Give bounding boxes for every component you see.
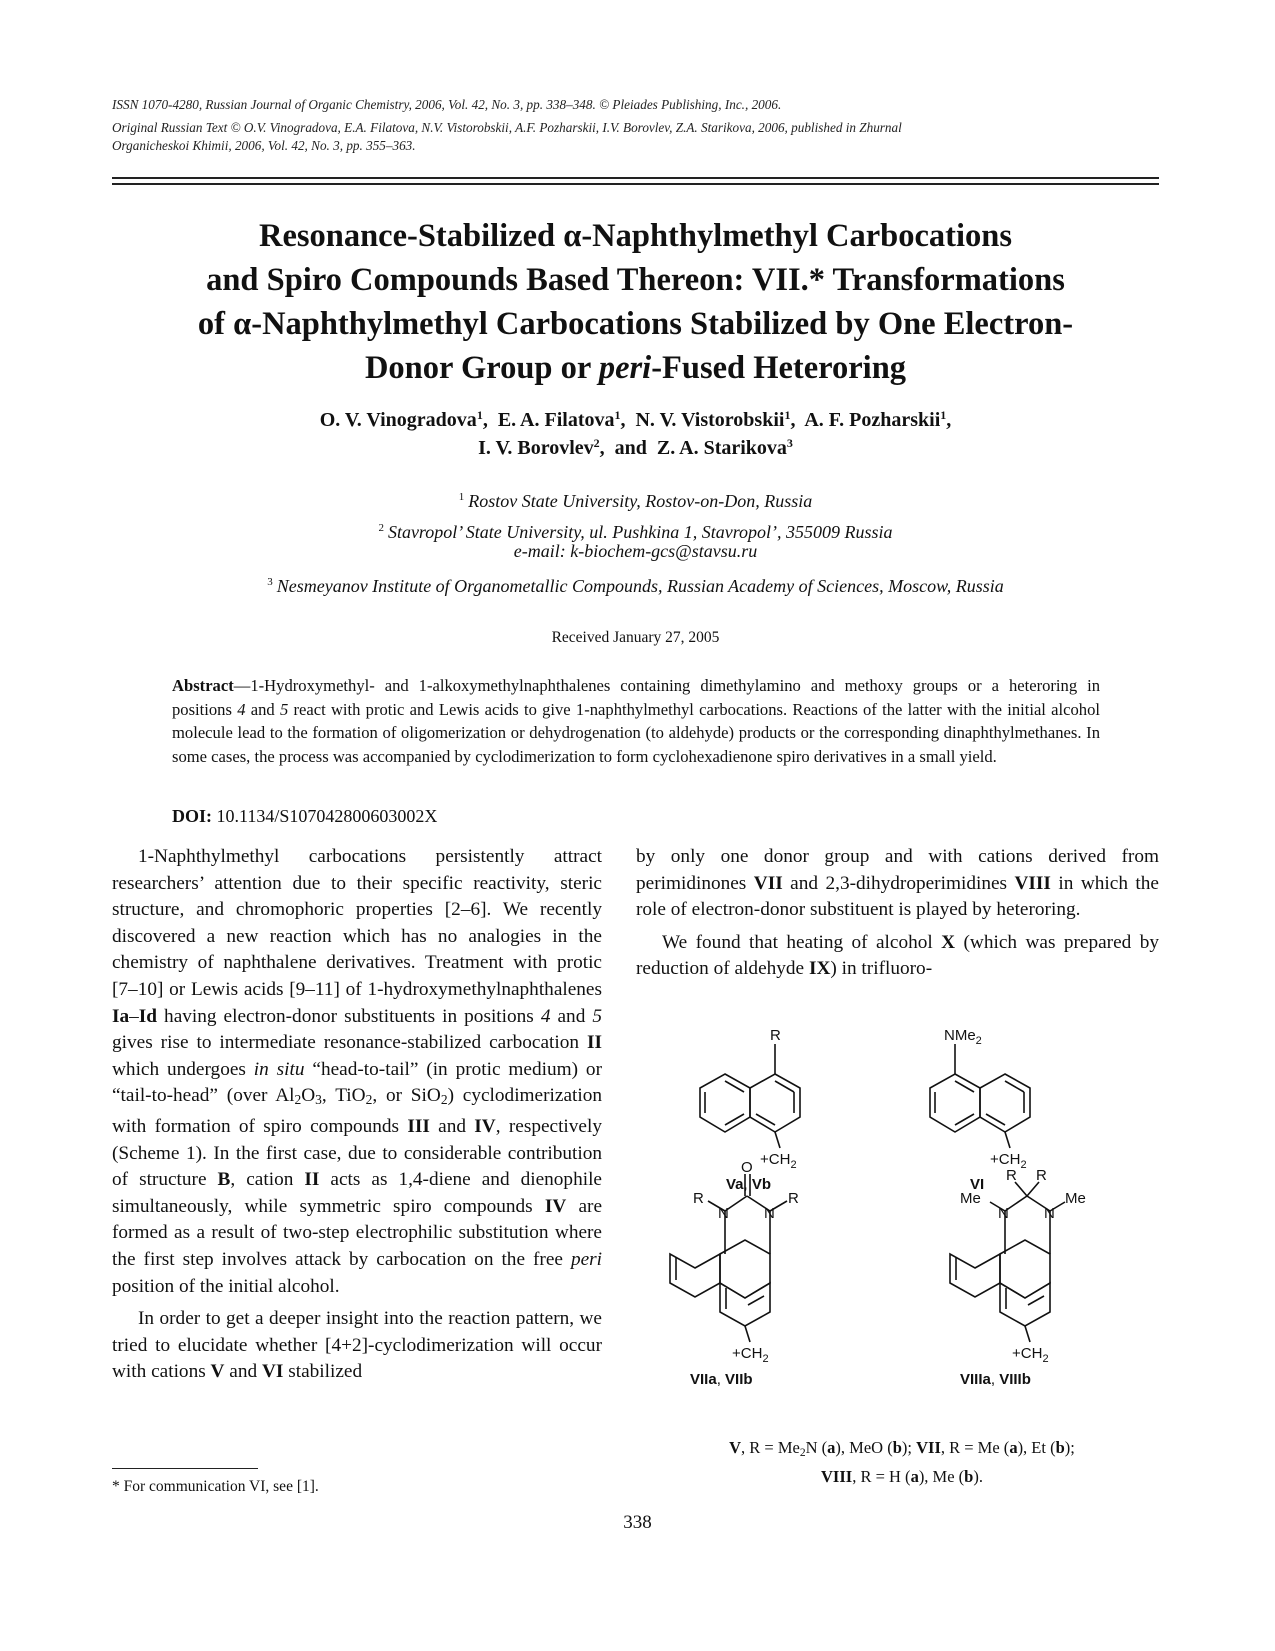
caption-segment: ), MeO ( [835, 1438, 893, 1457]
affiliation-2: $^2$ Stavropol’ State University, ul. Pushkina 1, Stavropol’, 355009 Russia [378, 522, 893, 542]
page-number: 338 [623, 1512, 652, 1533]
received-date: Received January 27, 2005 [551, 629, 720, 646]
title-line-1: Resonance-Stabilized α-Naphthylmethyl Carbocations [258, 218, 1012, 254]
structure-vii-r1: R [693, 1190, 704, 1207]
caption-segment: b [892, 1438, 902, 1457]
structure-viii-ch2: $+CH_2$ [1012, 1345, 1049, 1365]
affiliation-3: $^3$ Nesmeyanov Institute of Organometallic Compounds, Russian Academy of Sciences, Moscow, Russia [267, 576, 1004, 596]
copyright-line: Original Russian Text © O.V. Vinogradova, E.A. Filatova, N.V. Vistorobskii, A.F. Pozharskii, I.V. Borovlev, Z.A. Starikova, 2006, published in Zhurnal [112, 120, 902, 135]
author-list-line-2: I. V. Borovlev$^2$, and Z. A. Starikova$^3$ [478, 436, 793, 459]
paragraph: 1-Naphthylmethyl carbocations persistently attract researchers’ attention due to their specific reactivity, steric structure, and chromophoric properties [2–6]. We recently discovered a new reaction which has no analogies in the chemistry of naphthalene derivatives. Treatment with protic [7–10] or Lewis acids [9–11] of 1-hydroxymethylnaphthalenes Ia–Id having electron-donor substituents in positions 4 and 5 gives rise to intermediate resonance-stabilized carbocation II which undergoes in situ “head-to-tail” (in protic medium) or “tail-to-head” (over $Al_2O_3$, TiO$_2$, or SiO$_2$) cyclodimerization with formation of spiro compounds III and IV, respectively (Scheme 1). In the first case, due to considerable contribution of structure B, cation II acts as 1,4-diene and dienophile simultaneously, while symmetric spiro compounds IV are formed as a result of two-step electrophilic substitution where the first step involves attack by carbocation on the free peri position of the initial alcohol. [112, 846, 603, 1297]
caption-segment: a [827, 1438, 836, 1457]
caption-segment: , R = Me ( [940, 1438, 1010, 1457]
structure-viii [950, 1167, 1086, 1388]
author-name: E. A. Filatova [497, 409, 615, 431]
structure-v-label: Va, Vb [726, 1176, 772, 1193]
caption-segment: V [729, 1438, 742, 1457]
structure-vii [670, 1159, 799, 1388]
structure-viii-r2: R [1036, 1167, 1047, 1184]
doi [172, 806, 437, 827]
paragraph: We found that heating of alcohol X (which was prepared by reduction of aldehyde IX) in trifluoro- [636, 931, 1159, 980]
caption-segment: ); [1064, 1438, 1075, 1457]
structure-viii-n1: N [998, 1205, 1009, 1222]
caption-segment: 2 [799, 1447, 806, 1459]
author-name: N. V. Vistorobskii [635, 409, 785, 431]
caption-segment: , R = H ( [852, 1467, 911, 1486]
structure-v-ch2: $+CH_2$ [760, 1151, 797, 1171]
structure-viii-me2: Me [1065, 1190, 1086, 1207]
author-name: O. V. Vinogradova [319, 409, 477, 431]
journal-header-line: ISSN 1070-4280, Russian Journal of Organic Chemistry, 2006, Vol. 42, No. 3, pp. 338–348. © Pleiades Publishing, Inc., 2006. [112, 97, 782, 112]
paragraph: by only one donor group and with cations derived from perimidinones VII and 2,3-dihydroperimidines VIII in which the role of electron-donor substituent is played by heteroring. [636, 846, 1159, 921]
structure-viii-label: VIIIa, VIIIb [960, 1371, 1031, 1388]
structure-vi-nme2: NMe$_2$ [944, 1027, 982, 1047]
caption-line-1 [652, 1436, 1152, 1465]
author-name: I. V. Borovlev [478, 437, 594, 459]
caption-segment: ). [973, 1467, 983, 1486]
caption-segment: a [1009, 1438, 1018, 1457]
header-rule-bottom [112, 183, 1159, 185]
right-column [636, 844, 1159, 989]
scheme-caption [652, 1436, 1152, 1488]
structure-viii-n2: N [1044, 1205, 1055, 1222]
structure-v-substituent: R [770, 1027, 781, 1044]
authors-and: and [614, 437, 647, 459]
structure-scheme [640, 1026, 1150, 1446]
caption-segment: VIII [821, 1467, 853, 1486]
paragraph: In order to get a deeper insight into the reaction pattern, we tried to elucidate whether [4+2]-cyclodimerization will occur with cations V and VI stabilized [112, 1308, 602, 1383]
footnote-rule [112, 1468, 258, 1469]
structure-vii-oxygen: O [741, 1159, 753, 1176]
copyright-line-cont: Organicheskoi Khimii, 2006, Vol. 42, No. 3, pp. 355–363. [112, 138, 416, 153]
caption-segment: a [910, 1467, 919, 1486]
caption-segment: , R = Me [741, 1438, 800, 1457]
doi-label: DOI: [172, 806, 212, 826]
author-name: A. F. Pozharskii [804, 409, 941, 431]
title-line-3: of α-Naphthylmethyl Carbocations Stabilized by One Electron- [197, 306, 1074, 342]
structure-vii-r2: R [788, 1190, 799, 1207]
affiliation-1: $^1$ Rostov State University, Rostov-on-Don, Russia [458, 491, 813, 511]
author-list-line-1: O. V. Vinogradova$^1$, E. A. Filatova$^1$, N. V. Vistorobskii$^1$, A. F. Pozharskii$^1$, [319, 408, 952, 431]
left-column [112, 844, 602, 1392]
caption-segment: ), Me ( [918, 1467, 965, 1486]
article-title [112, 214, 1159, 390]
caption-segment: VII [916, 1438, 941, 1457]
structure-vii-n2: N [764, 1205, 775, 1222]
caption-line-2 [652, 1465, 1152, 1488]
caption-segment: ), Et ( [1017, 1438, 1056, 1457]
structure-vii-ch2: $+CH_2$ [732, 1345, 769, 1365]
abstract-label: Abstract [172, 676, 234, 695]
caption-segment: ); [901, 1438, 917, 1457]
author-name: Z. A. Starikova [656, 437, 787, 459]
structure-vii-n1: N [718, 1205, 729, 1222]
abstract: Abstract—1-Hydroxymethyl- and 1-alkoxymethylnaphthalenes containing dimethylamino and methoxy groups or a heteroring in positions 4 and 5 react with protic and Lewis acids to give 1-naphthylmethyl carbocations. Reactions of the latter with the initial alcohol molecule lead to the formation of oligomerization or dehydrogenation (to aldehyde) products or the corresponding dinaphthylmethanes. In some cases, the process was accompanied by cyclodimerization to form cyclohexadienone spiro derivatives in a small yield. [172, 676, 1100, 766]
affiliation-email: e-mail: k-biochem-gcs@stavsu.ru [513, 541, 758, 561]
footnote: * For communication VI, see [1]. [112, 1478, 319, 1495]
structure-viii-me1: Me [960, 1190, 981, 1207]
doi-value: 10.1134/S107042800603002X [212, 806, 438, 826]
title-line-4: Donor Group or peri-Fused Heteroring [364, 350, 907, 386]
structure-viii-r1: R [1006, 1167, 1017, 1184]
caption-segment: N ( [805, 1438, 828, 1457]
header-rule-top [112, 177, 1159, 179]
caption-segment: b [964, 1467, 974, 1486]
title-line-2: and Spiro Compounds Based Thereon: VII.* Transformations [206, 262, 1065, 298]
structure-vi-label: VI [970, 1176, 985, 1193]
structure-vi-ch2: $+CH_2$ [990, 1151, 1027, 1171]
caption-segment: b [1055, 1438, 1065, 1457]
structure-vii-label: VIIa, VIIb [690, 1371, 753, 1388]
